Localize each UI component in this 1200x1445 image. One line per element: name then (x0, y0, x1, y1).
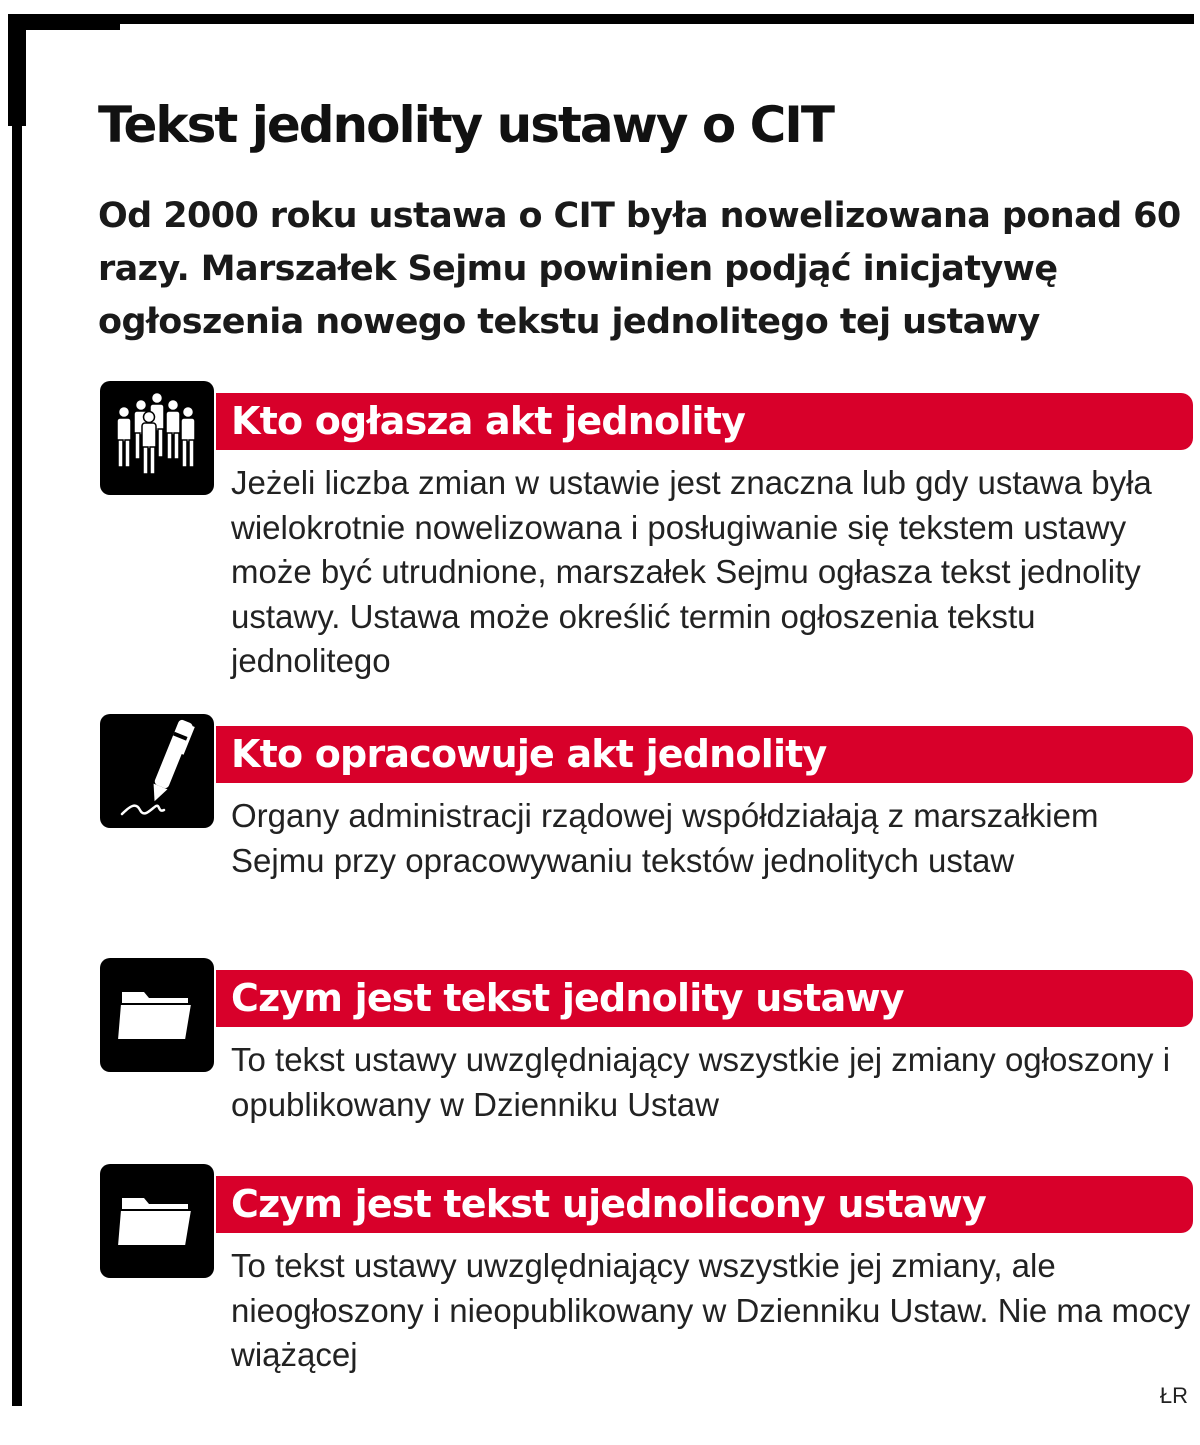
section-body: Jeżeli liczba zmian w ustawie jest znaczna lub gdy ustawa była wielokrotnie nowelizowana i posługiwanie się tekstem ustawy może być utrudnione, marszałek Sejmu ogłasza tekst jednolity ustawy. Ustawa może określić termin ogłoszenia tekstu jednolitego (231, 464, 1152, 679)
pen-icon (100, 714, 214, 828)
section-body: To tekst ustawy uwzględniający wszystkie jej zmiany ogłoszony i opublikowany w Dzienniku Ustaw (231, 1041, 1171, 1123)
frame-top-rule (8, 14, 1194, 24)
section-heading: Kto opracowuje akt jednolity (216, 726, 1193, 783)
folder-icon (100, 1164, 214, 1278)
folder-icon (100, 958, 214, 1072)
section-heading: Kto ogłasza akt jednolity (216, 393, 1193, 450)
section-body: To tekst ustawy uwzględniający wszystkie jej zmiany, ale nieogłoszony i nieopublikowany w Dzienniku Ustaw. Nie ma mocy wiążącej (231, 1247, 1191, 1373)
page-title: Tekst jednolity ustawy o CIT (98, 96, 834, 154)
section-heading: Czym jest tekst ujednolicony ustawy (216, 1176, 1193, 1233)
frame-left-rule (12, 14, 22, 1406)
people-icon (100, 381, 214, 495)
lead-paragraph: Od 2000 roku ustawa o CIT była nowelizowana ponad 60 razy. Marszałek Sejmu powinien podjąć inicjatywę ogłoszenia nowego tekstu jednolitego tej ustawy (98, 196, 1181, 342)
section-body: Organy administracji rządowej współdziałają z marszałkiem Sejmu przy opracowywaniu tekstów jednolitych ustaw (231, 797, 1099, 879)
section-heading: Czym jest tekst jednolity ustawy (216, 970, 1193, 1027)
author-credit: ŁR (1159, 1383, 1188, 1408)
